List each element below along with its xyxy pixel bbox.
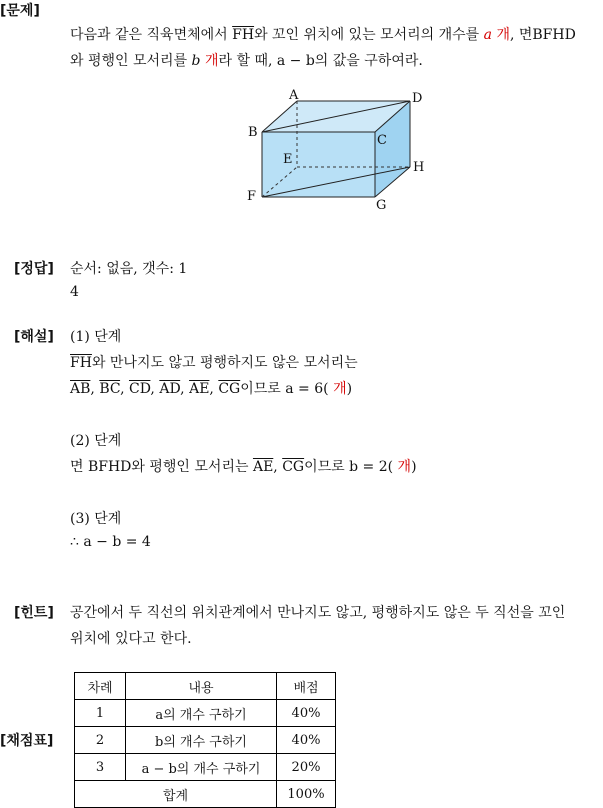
answer-line-1: 순서: 없음, 갯수: 1	[70, 261, 188, 277]
segment-cg: $\overline{CG}$	[282, 459, 305, 475]
front-face	[262, 132, 375, 197]
table-row	[75, 700, 336, 727]
segment-fh: $\overline{FH}$	[232, 27, 255, 43]
segment-fh: $\overline{FH}$	[70, 355, 92, 371]
step1-line-2: $\overline{AB}$, $\overline{BC}$, $\overline{CD}$, $\overline{AD}$, $\overline{AE}$, $\overline{CG}$이므로 a = 6( 개)	[70, 381, 353, 397]
answer-label: [정답]	[14, 261, 54, 277]
vertex-g: G	[376, 198, 387, 213]
answer-line-2: 4	[70, 284, 79, 300]
problem-text: 와 꼬인 위치에 있는 모서리의 개수를	[254, 27, 484, 43]
row-order: 3	[75, 754, 126, 781]
vertex-a: A	[289, 88, 299, 103]
var-a: a	[483, 27, 492, 43]
solution-text: )	[411, 459, 417, 475]
step3-title: (3) 단계	[70, 511, 122, 527]
step2-title: (2) 단계	[70, 433, 122, 449]
solution-text: 와 만나지도 않고 평행하지도 않은 모서리는	[91, 355, 358, 371]
row-score: 40%	[277, 700, 336, 727]
row-order: 1	[75, 700, 126, 727]
table-row	[75, 727, 336, 754]
row-score: 40%	[277, 727, 336, 754]
problem-text: 다음과 같은 직육면체에서	[70, 27, 233, 43]
row-content: a − b의 개수 구하기	[126, 754, 277, 781]
rubric-label: [채점표]	[0, 733, 54, 749]
rubric-table	[74, 672, 336, 808]
hint-line-2: 위치에 있다고 한다.	[70, 631, 192, 647]
vertex-e: E	[283, 152, 293, 167]
problem-text: 와 평행인 모서리를	[70, 53, 192, 69]
total-value: 100%	[277, 781, 336, 808]
vertex-f: F	[247, 189, 257, 204]
hint-label: [힌트]	[14, 605, 54, 621]
segment-bc: $\overline{BC}$	[99, 381, 121, 397]
segment-cg: $\overline{CG}$	[218, 381, 241, 397]
step3-line: ∴ a − b = 4	[70, 534, 151, 550]
segment-ae: $\overline{AE}$	[189, 381, 210, 397]
segment-ab: $\overline{AB}$	[70, 381, 91, 397]
vertex-h: H	[413, 160, 425, 175]
header-score: 배점	[277, 673, 336, 700]
problem-text: 라 할 때, a − b의 값을 구하여라.	[218, 53, 423, 69]
solution-text: 이므로 b = 2(	[304, 459, 394, 475]
table-header-row	[75, 673, 336, 700]
row-content: b의 개수 구하기	[126, 727, 277, 754]
table-total-row	[75, 781, 336, 808]
hint-line-1: 공간에서 두 직선의 위치관계에서 만나지도 않고, 평행하지도 않은 두 직선을 꼬인	[70, 605, 566, 621]
segment-cd: $\overline{CD}$	[128, 381, 151, 397]
vertex-c: C	[377, 133, 387, 148]
vertex-d: D	[412, 91, 423, 106]
solution-text: 이므로 a = 6(	[240, 381, 329, 397]
solution-label: [해설]	[14, 329, 54, 345]
total-label: 합계	[75, 781, 277, 808]
unit-gae: 개	[204, 53, 219, 69]
step2-line: 면 BFHD와 평행인 모서리는 $\overline{AE}$, $\overline{CG}$이므로 b = 2( 개)	[70, 459, 417, 475]
problem-label: [문제]	[0, 3, 40, 19]
row-order: 2	[75, 727, 126, 754]
segment-ae: $\overline{AE}$	[252, 459, 274, 475]
problem-line-1	[70, 24, 576, 44]
step1-line-1	[70, 352, 358, 372]
header-order: 차례	[75, 673, 126, 700]
table-row	[75, 754, 336, 781]
cuboid-figure	[240, 85, 440, 215]
vertex-b: B	[248, 125, 258, 140]
solution-text: )	[346, 381, 353, 397]
step1-title: (1) 단계	[70, 329, 122, 345]
var-b: b	[191, 53, 201, 69]
problem-text: , 면BFHD	[509, 27, 576, 43]
unit-gae: 개	[397, 459, 412, 475]
row-score: 20%	[277, 754, 336, 781]
solution-text: 면 BFHD와 평행인 모서리는	[70, 459, 253, 475]
unit-gae: 개	[496, 27, 510, 43]
unit-gae: 개	[333, 381, 347, 397]
header-content: 내용	[126, 673, 277, 700]
segment-ad: $\overline{AD}$	[159, 381, 181, 397]
problem-line-2	[70, 50, 423, 70]
row-content: a의 개수 구하기	[126, 700, 277, 727]
